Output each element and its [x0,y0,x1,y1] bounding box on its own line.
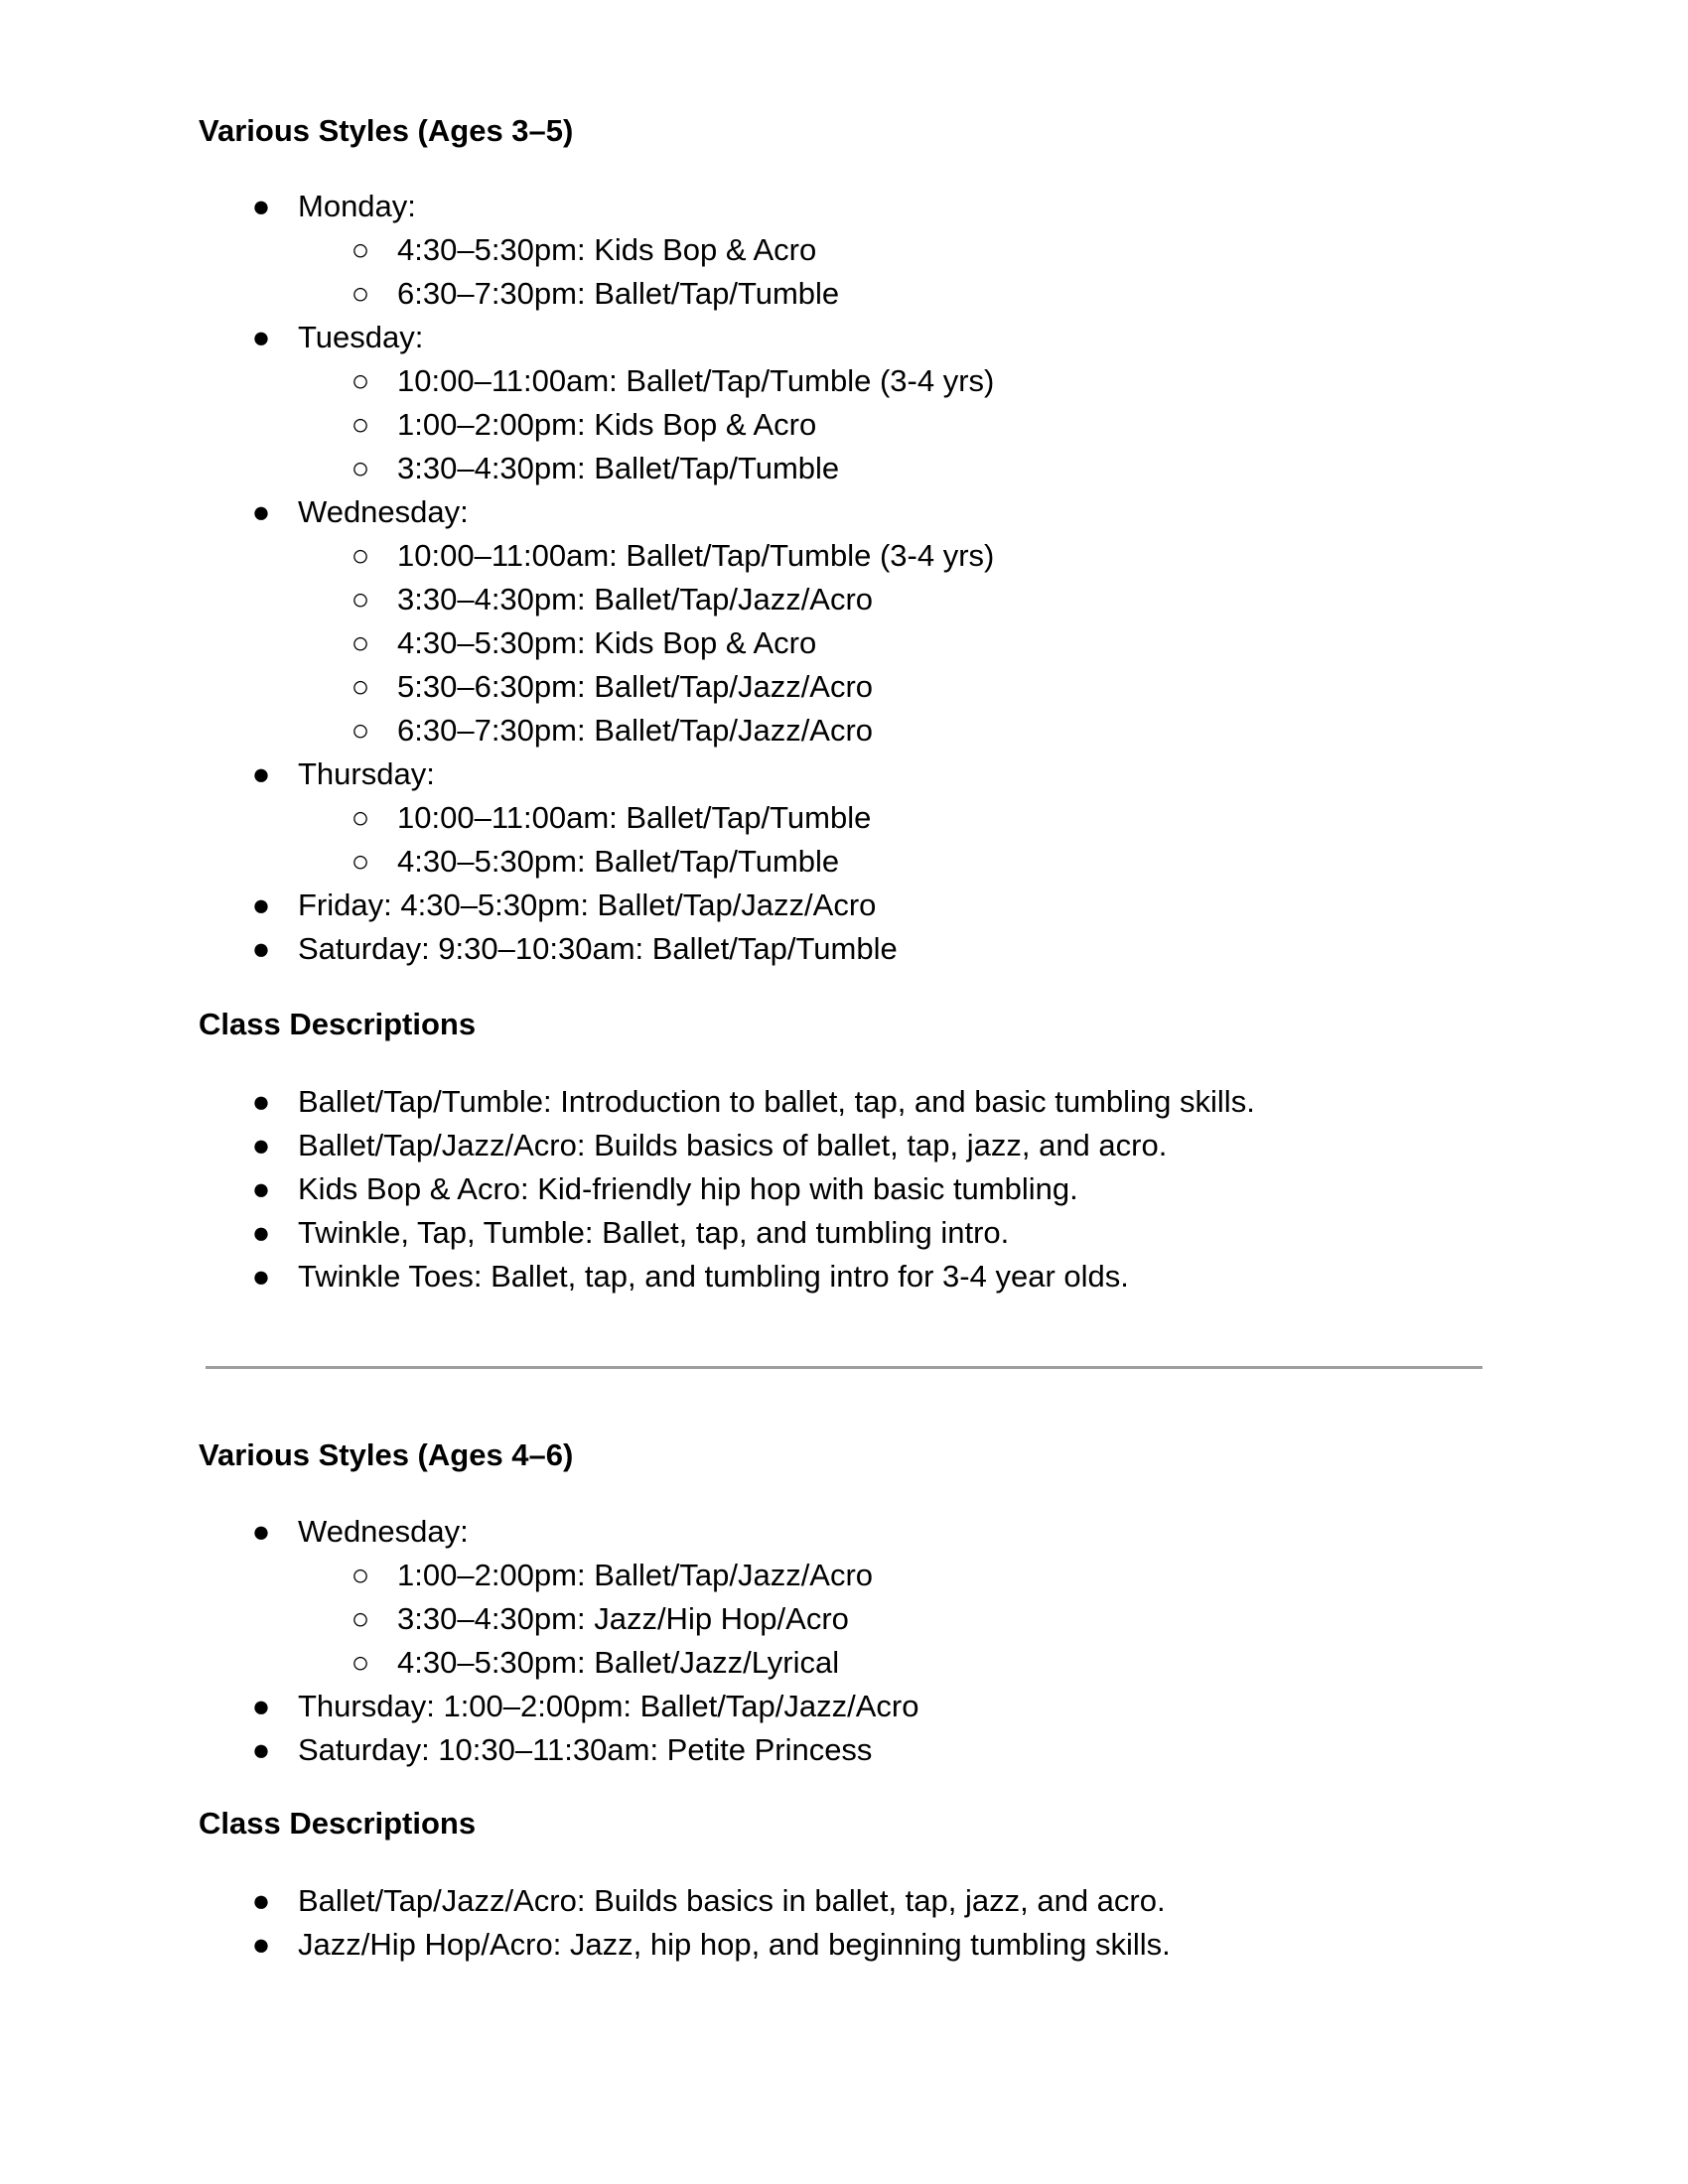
class-time: 4:30–5:30pm: Ballet/Tap/Tumble [397,844,840,879]
list-item [298,578,994,621]
class-time: 4:30–5:30pm: Kids Bop & Acro [397,232,817,267]
list-item [298,709,994,752]
list-item-tuesday [0,316,994,490]
bullet-icon: ● [251,1689,271,1723]
list-item [298,534,994,578]
bullet-icon: ● [251,1259,271,1294]
class-descriptions-title: Class Descriptions [199,1806,477,1841]
bullet-icon: ● [251,1084,271,1119]
list-item-monday [0,185,994,316]
list-item [298,1597,919,1641]
class-time: 10:00–11:00am: Ballet/Tap/Tumble (3-4 yrs) [397,538,995,573]
list-item [0,1211,1255,1255]
day-label: Wednesday: [298,1514,469,1549]
circle-bullet-icon: ○ [351,538,370,573]
list-item [0,1879,1171,1923]
schedule-list-ages-3-5 [0,185,994,971]
class-time: 1:00–2:00pm: Ballet/Tap/Jazz/Acro [397,1558,874,1592]
circle-bullet-icon: ○ [351,232,370,267]
bullet-icon: ● [251,1128,271,1162]
description-text: Twinkle, Tap, Tumble: Ballet, tap, and tumbling intro. [298,1215,1010,1250]
bullet-icon: ● [251,189,271,223]
schedule-list-ages-4-6 [0,1510,919,1772]
description-text: Jazz/Hip Hop/Acro: Jazz, hip hop, and beginning tumbling skills. [298,1927,1171,1962]
circle-bullet-icon: ○ [351,1601,370,1636]
list-item [298,665,994,709]
horizontal-divider [206,1366,1482,1369]
list-item [298,359,994,403]
description-text: Ballet/Tap/Jazz/Acro: Builds basics of ballet, tap, jazz, and acro. [298,1128,1168,1162]
description-list-ages-4-6 [0,1879,1171,1967]
list-item [298,621,994,665]
class-time: 3:30–4:30pm: Ballet/Tap/Tumble [397,451,840,485]
circle-bullet-icon: ○ [351,669,370,704]
day-label: Tuesday: [298,320,424,354]
circle-bullet-icon: ○ [351,844,370,879]
list-item [0,1167,1255,1211]
list-item-thursday [0,752,994,884]
list-item [298,403,994,447]
list-item-saturday [0,1728,919,1772]
bullet-icon: ● [251,1927,271,1962]
bullet-icon: ● [251,1514,271,1549]
class-time: 6:30–7:30pm: Ballet/Tap/Tumble [397,276,840,311]
class-time: 10:00–11:00am: Ballet/Tap/Tumble (3-4 yrs) [397,363,995,398]
list-item [0,1923,1171,1967]
description-text: Twinkle Toes: Ballet, tap, and tumbling intro for 3-4 year olds. [298,1259,1129,1294]
day-label: Saturday: 9:30–10:30am: Ballet/Tap/Tumble [298,931,898,966]
list-item [298,447,994,490]
list-item-saturday [0,927,994,971]
class-time: 4:30–5:30pm: Ballet/Jazz/Lyrical [397,1645,840,1680]
bullet-icon: ● [251,887,271,922]
day-label: Monday: [298,189,416,223]
list-item [298,228,994,272]
class-time: 3:30–4:30pm: Ballet/Tap/Jazz/Acro [397,582,874,616]
class-time: 4:30–5:30pm: Kids Bop & Acro [397,625,817,660]
class-descriptions-title: Class Descriptions [199,1007,477,1041]
list-item-wednesday [0,490,994,752]
bullet-icon: ● [251,320,271,354]
description-list-ages-3-5 [0,1080,1255,1298]
bullet-icon: ● [251,1732,271,1767]
sublist [298,228,994,316]
day-label: Thursday: [298,756,435,791]
list-item [298,272,994,316]
list-item [298,1641,919,1685]
class-time: 5:30–6:30pm: Ballet/Tap/Jazz/Acro [397,669,874,704]
list-item-friday [0,884,994,927]
section-title-ages-4-6: Various Styles (Ages 4–6) [199,1437,574,1472]
list-item [0,1124,1255,1167]
list-item-wednesday [0,1510,919,1685]
day-label: Friday: 4:30–5:30pm: Ballet/Tap/Jazz/Acro [298,887,877,922]
circle-bullet-icon: ○ [351,713,370,748]
bullet-icon: ● [251,1883,271,1918]
day-label: Saturday: 10:30–11:30am: Petite Princess [298,1732,873,1767]
bullet-icon: ● [251,931,271,966]
circle-bullet-icon: ○ [351,407,370,442]
sublist [298,534,994,752]
description-text: Ballet/Tap/Tumble: Introduction to ballet, tap, and basic tumbling skills. [298,1084,1255,1119]
section-title-ages-3-5: Various Styles (Ages 3–5) [199,113,574,148]
circle-bullet-icon: ○ [351,451,370,485]
circle-bullet-icon: ○ [351,1558,370,1592]
sublist [298,1554,919,1685]
list-item-thursday [0,1685,919,1728]
circle-bullet-icon: ○ [351,363,370,398]
bullet-icon: ● [251,1171,271,1206]
circle-bullet-icon: ○ [351,625,370,660]
day-label: Wednesday: [298,494,469,529]
description-text: Kids Bop & Acro: Kid-friendly hip hop with basic tumbling. [298,1171,1078,1206]
class-time: 1:00–2:00pm: Kids Bop & Acro [397,407,817,442]
sublist [298,796,994,884]
list-item [0,1255,1255,1298]
description-text: Ballet/Tap/Jazz/Acro: Builds basics in ballet, tap, jazz, and acro. [298,1883,1166,1918]
bullet-icon: ● [251,756,271,791]
circle-bullet-icon: ○ [351,1645,370,1680]
class-time: 6:30–7:30pm: Ballet/Tap/Jazz/Acro [397,713,874,748]
bullet-icon: ● [251,494,271,529]
class-time: 3:30–4:30pm: Jazz/Hip Hop/Acro [397,1601,849,1636]
list-item [298,1554,919,1597]
day-label: Thursday: 1:00–2:00pm: Ballet/Tap/Jazz/Acro [298,1689,919,1723]
bullet-icon: ● [251,1215,271,1250]
circle-bullet-icon: ○ [351,276,370,311]
circle-bullet-icon: ○ [351,582,370,616]
class-time: 10:00–11:00am: Ballet/Tap/Tumble [397,800,872,835]
circle-bullet-icon: ○ [351,800,370,835]
list-item [0,1080,1255,1124]
list-item [298,840,994,884]
list-item [298,796,994,840]
sublist [298,359,994,490]
